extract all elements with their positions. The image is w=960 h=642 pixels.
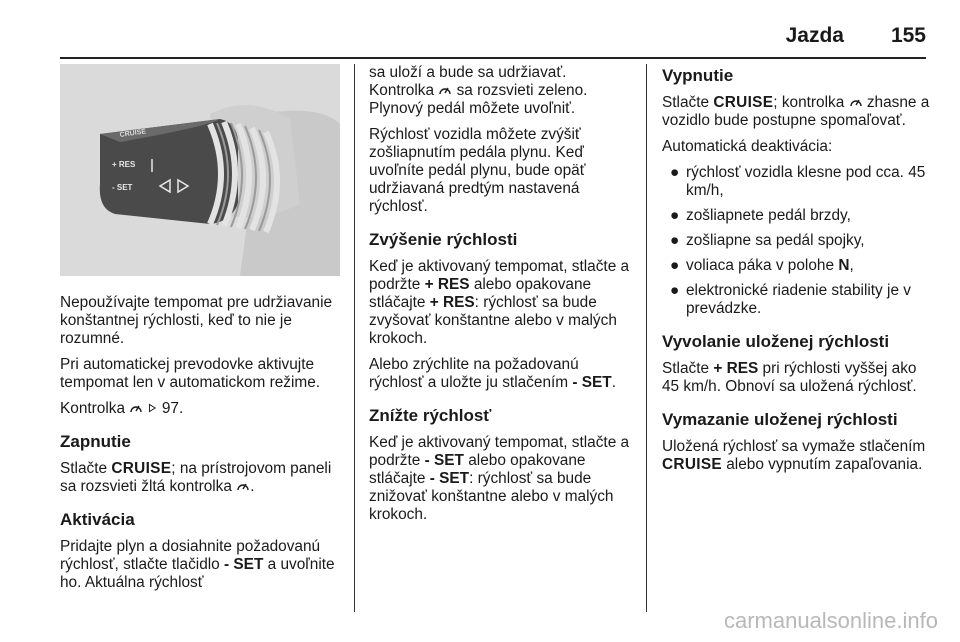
heading-aktivacia: Aktivácia [60, 510, 135, 529]
column-divider-1 [354, 64, 355, 612]
column-1 [60, 64, 340, 600]
cruise-control-lever-figure [60, 64, 340, 276]
lever-illustration [60, 64, 340, 276]
header-rule [60, 57, 926, 59]
heading-vymazanie: Vymazanie uloženej rýchlosti [662, 410, 898, 429]
paragraph-zvysenie: Keď je aktivovaný tempomat, stlačte a podržte + RES alebo opakovane stláčajte + RES: rýchlosť sa bude zvyšovať konštantne alebo v malých krokoch. [369, 258, 630, 347]
set-button-label: - SET [224, 556, 264, 573]
column-2 [369, 64, 631, 532]
list-item: ● rýchlosť vozidla klesne pod cca. 45 km/h, [670, 164, 926, 199]
heading-zvysenie: Zvýšenie rýchlosti [369, 230, 518, 249]
section-title: Jazda [785, 24, 844, 47]
speedometer-lamp-icon [236, 480, 250, 492]
paragraph-znizte: Keď je aktivovaný tempomat, stlačte a podržte - SET alebo opakovane stláčajte - SET: rýchlosť sa bude znižovať konštantne alebo v malých krokoch. [369, 434, 630, 523]
column-divider-2 [646, 64, 647, 612]
heading-zapnutie: Zapnutie [60, 432, 131, 451]
list-item: ● elektronické riadenie stability je v prevádzke. [670, 282, 911, 317]
paragraph-auto-deactivation: Automatická deaktivácia: [662, 138, 833, 155]
speedometer-lamp-icon [849, 96, 863, 108]
lever-label-cruise: CRUISE [119, 128, 147, 139]
heading-vypnutie: Vypnutie [662, 66, 734, 85]
page-number: 155 [890, 24, 926, 47]
paragraph-vymazanie: Uložená rýchlosť sa vymaže stlačením CRUISE alebo vypnutím zapaľovania. [662, 438, 926, 473]
deactivation-list [662, 164, 932, 318]
cruise-button-label: CRUISE [111, 460, 172, 477]
heading-znizte: Znížte rýchlosť [369, 406, 492, 425]
speedometer-lamp-icon [129, 402, 143, 414]
heading-vyvolanie: Vyvolanie uloženej rýchlosti [662, 332, 890, 351]
paragraph-zapnutie: Stlačte CRUISE; na prístrojovom paneli sa rozsvieti žltá kontrolka . [60, 460, 332, 495]
paragraph-lamp-ref: Kontrolka 97. [60, 400, 184, 417]
lever-label-set: - SET [112, 183, 133, 192]
watermark: carmanualsonline.info [723, 608, 938, 633]
list-item: ● zošliapne sa pedál spojky, [670, 232, 865, 249]
paragraph-stored: sa uloží a bude sa udržiavať. Kontrolka sa rozsvieti zeleno. Plynový pedál môžete uvoľniť. [369, 64, 588, 117]
paragraph-increase-pedal: Rýchlosť vozidla môžete zvýšiť zošliapnutím pedála plynu. Keď uvoľníte pedál plynu, bude opäť udržiavaná predtým nastavená rýchlosť. [369, 126, 586, 215]
list-item: ● voliaca páka v polohe N, [670, 257, 854, 274]
speedometer-lamp-icon [438, 84, 452, 96]
paragraph-automatic: Pri automatickej prevodovke aktivujte tempomat len v automatickom režime. [60, 356, 321, 391]
paragraph-vypnutie: Stlačte CRUISE; kontrolka zhasne a vozidlo bude postupne spomaľovať. [662, 94, 930, 129]
paragraph-vyvolanie: Stlačte + RES pri rýchlosti vyššej ako 45 km/h. Obnoví sa uložená rýchlosť. [662, 360, 917, 395]
paragraph-aktivacia: Pridajte plyn a dosiahnite požadovanú rýchlosť, stlačte tlačidlo - SET a uvoľnite ho. Aktuálna rýchlosť [60, 538, 335, 591]
paragraph-warning: Nepoužívajte tempomat pre udržiavanie konštantnej rýchlosti, keď to nie je rozumné. [60, 294, 333, 347]
lever-label-res: + RES [112, 160, 136, 169]
column-3 [662, 64, 932, 482]
paragraph-accelerate: Alebo zrýchlite na požadovanú rýchlosť a uložte ju stlačením - SET. [369, 356, 616, 391]
list-item: ● zošliapnete pedál brzdy, [670, 207, 851, 224]
page-reference-triangle-icon [148, 402, 158, 414]
page-header [60, 24, 926, 56]
